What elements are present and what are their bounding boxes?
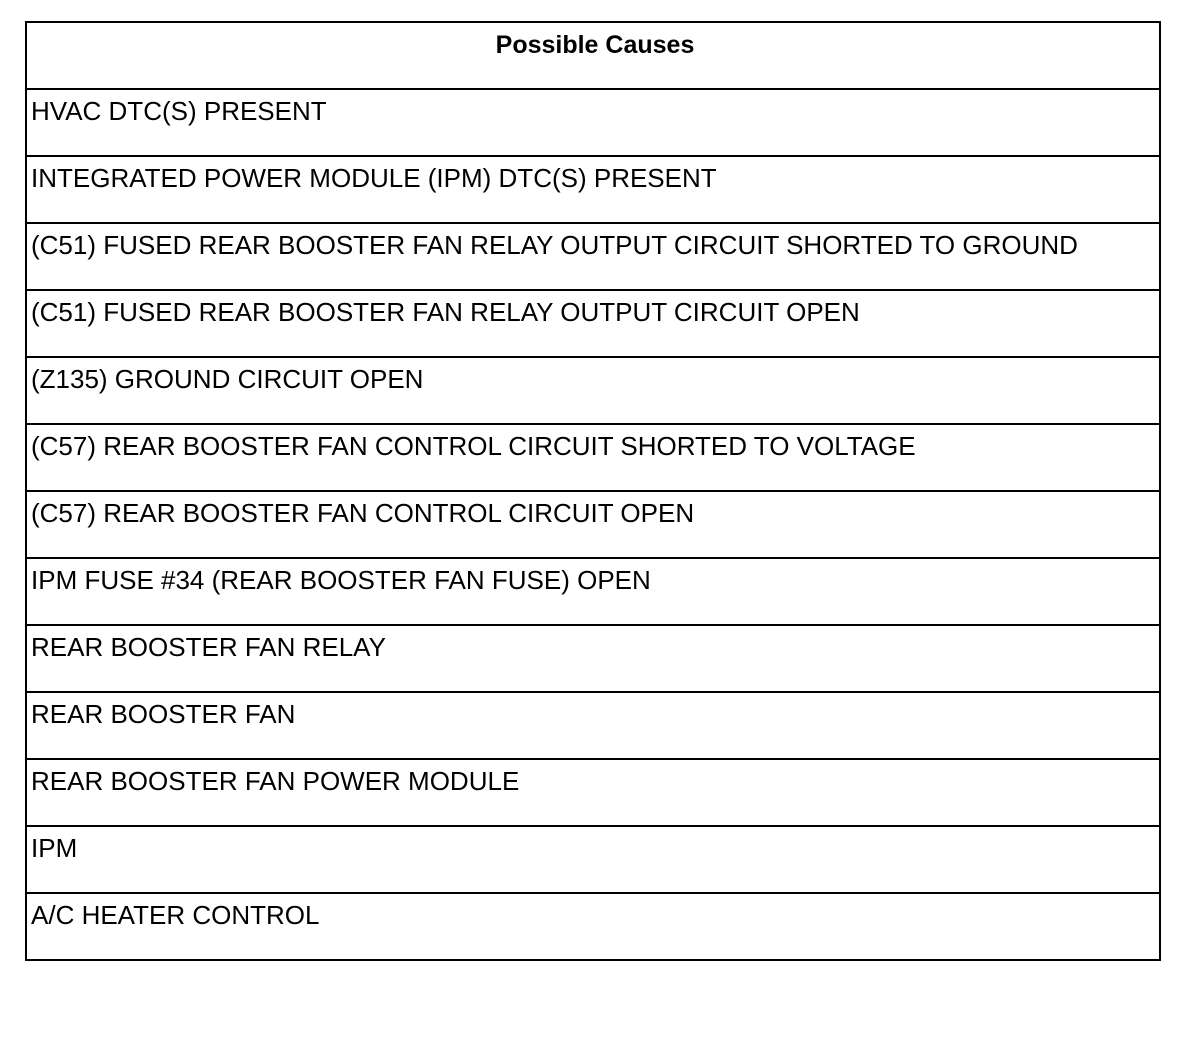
table-row — [26, 491, 1160, 558]
cause-cell: IPM FUSE #34 (REAR BOOSTER FAN FUSE) OPEN — [26, 558, 1160, 625]
cause-cell: IPM — [26, 826, 1160, 893]
cause-cell: REAR BOOSTER FAN RELAY — [26, 625, 1160, 692]
table-row — [26, 625, 1160, 692]
table-row — [26, 424, 1160, 491]
cause-cell: (Z135) GROUND CIRCUIT OPEN — [26, 357, 1160, 424]
cause-cell: (C57) REAR BOOSTER FAN CONTROL CIRCUIT SHORTED TO VOLTAGE — [26, 424, 1160, 491]
table-row — [26, 156, 1160, 223]
table-row — [26, 558, 1160, 625]
cause-cell: A/C HEATER CONTROL — [26, 893, 1160, 960]
table-row — [26, 692, 1160, 759]
table-row — [26, 357, 1160, 424]
table-row — [26, 223, 1160, 290]
header-row — [26, 22, 1160, 89]
cause-cell: (C51) FUSED REAR BOOSTER FAN RELAY OUTPUT CIRCUIT SHORTED TO GROUND — [26, 223, 1160, 290]
cause-cell: HVAC DTC(S) PRESENT — [26, 89, 1160, 156]
cause-cell: (C57) REAR BOOSTER FAN CONTROL CIRCUIT OPEN — [26, 491, 1160, 558]
table-header — [26, 22, 1160, 89]
table-row — [26, 893, 1160, 960]
possible-causes-heading: Possible Causes — [26, 22, 1160, 89]
table-row — [26, 826, 1160, 893]
table-row — [26, 290, 1160, 357]
table-body — [26, 89, 1160, 960]
possible-causes-table — [25, 21, 1161, 961]
cause-cell: REAR BOOSTER FAN — [26, 692, 1160, 759]
cause-cell: INTEGRATED POWER MODULE (IPM) DTC(S) PRESENT — [26, 156, 1160, 223]
table-row — [26, 759, 1160, 826]
cause-cell: REAR BOOSTER FAN POWER MODULE — [26, 759, 1160, 826]
table-row — [26, 89, 1160, 156]
cause-cell: (C51) FUSED REAR BOOSTER FAN RELAY OUTPUT CIRCUIT OPEN — [26, 290, 1160, 357]
